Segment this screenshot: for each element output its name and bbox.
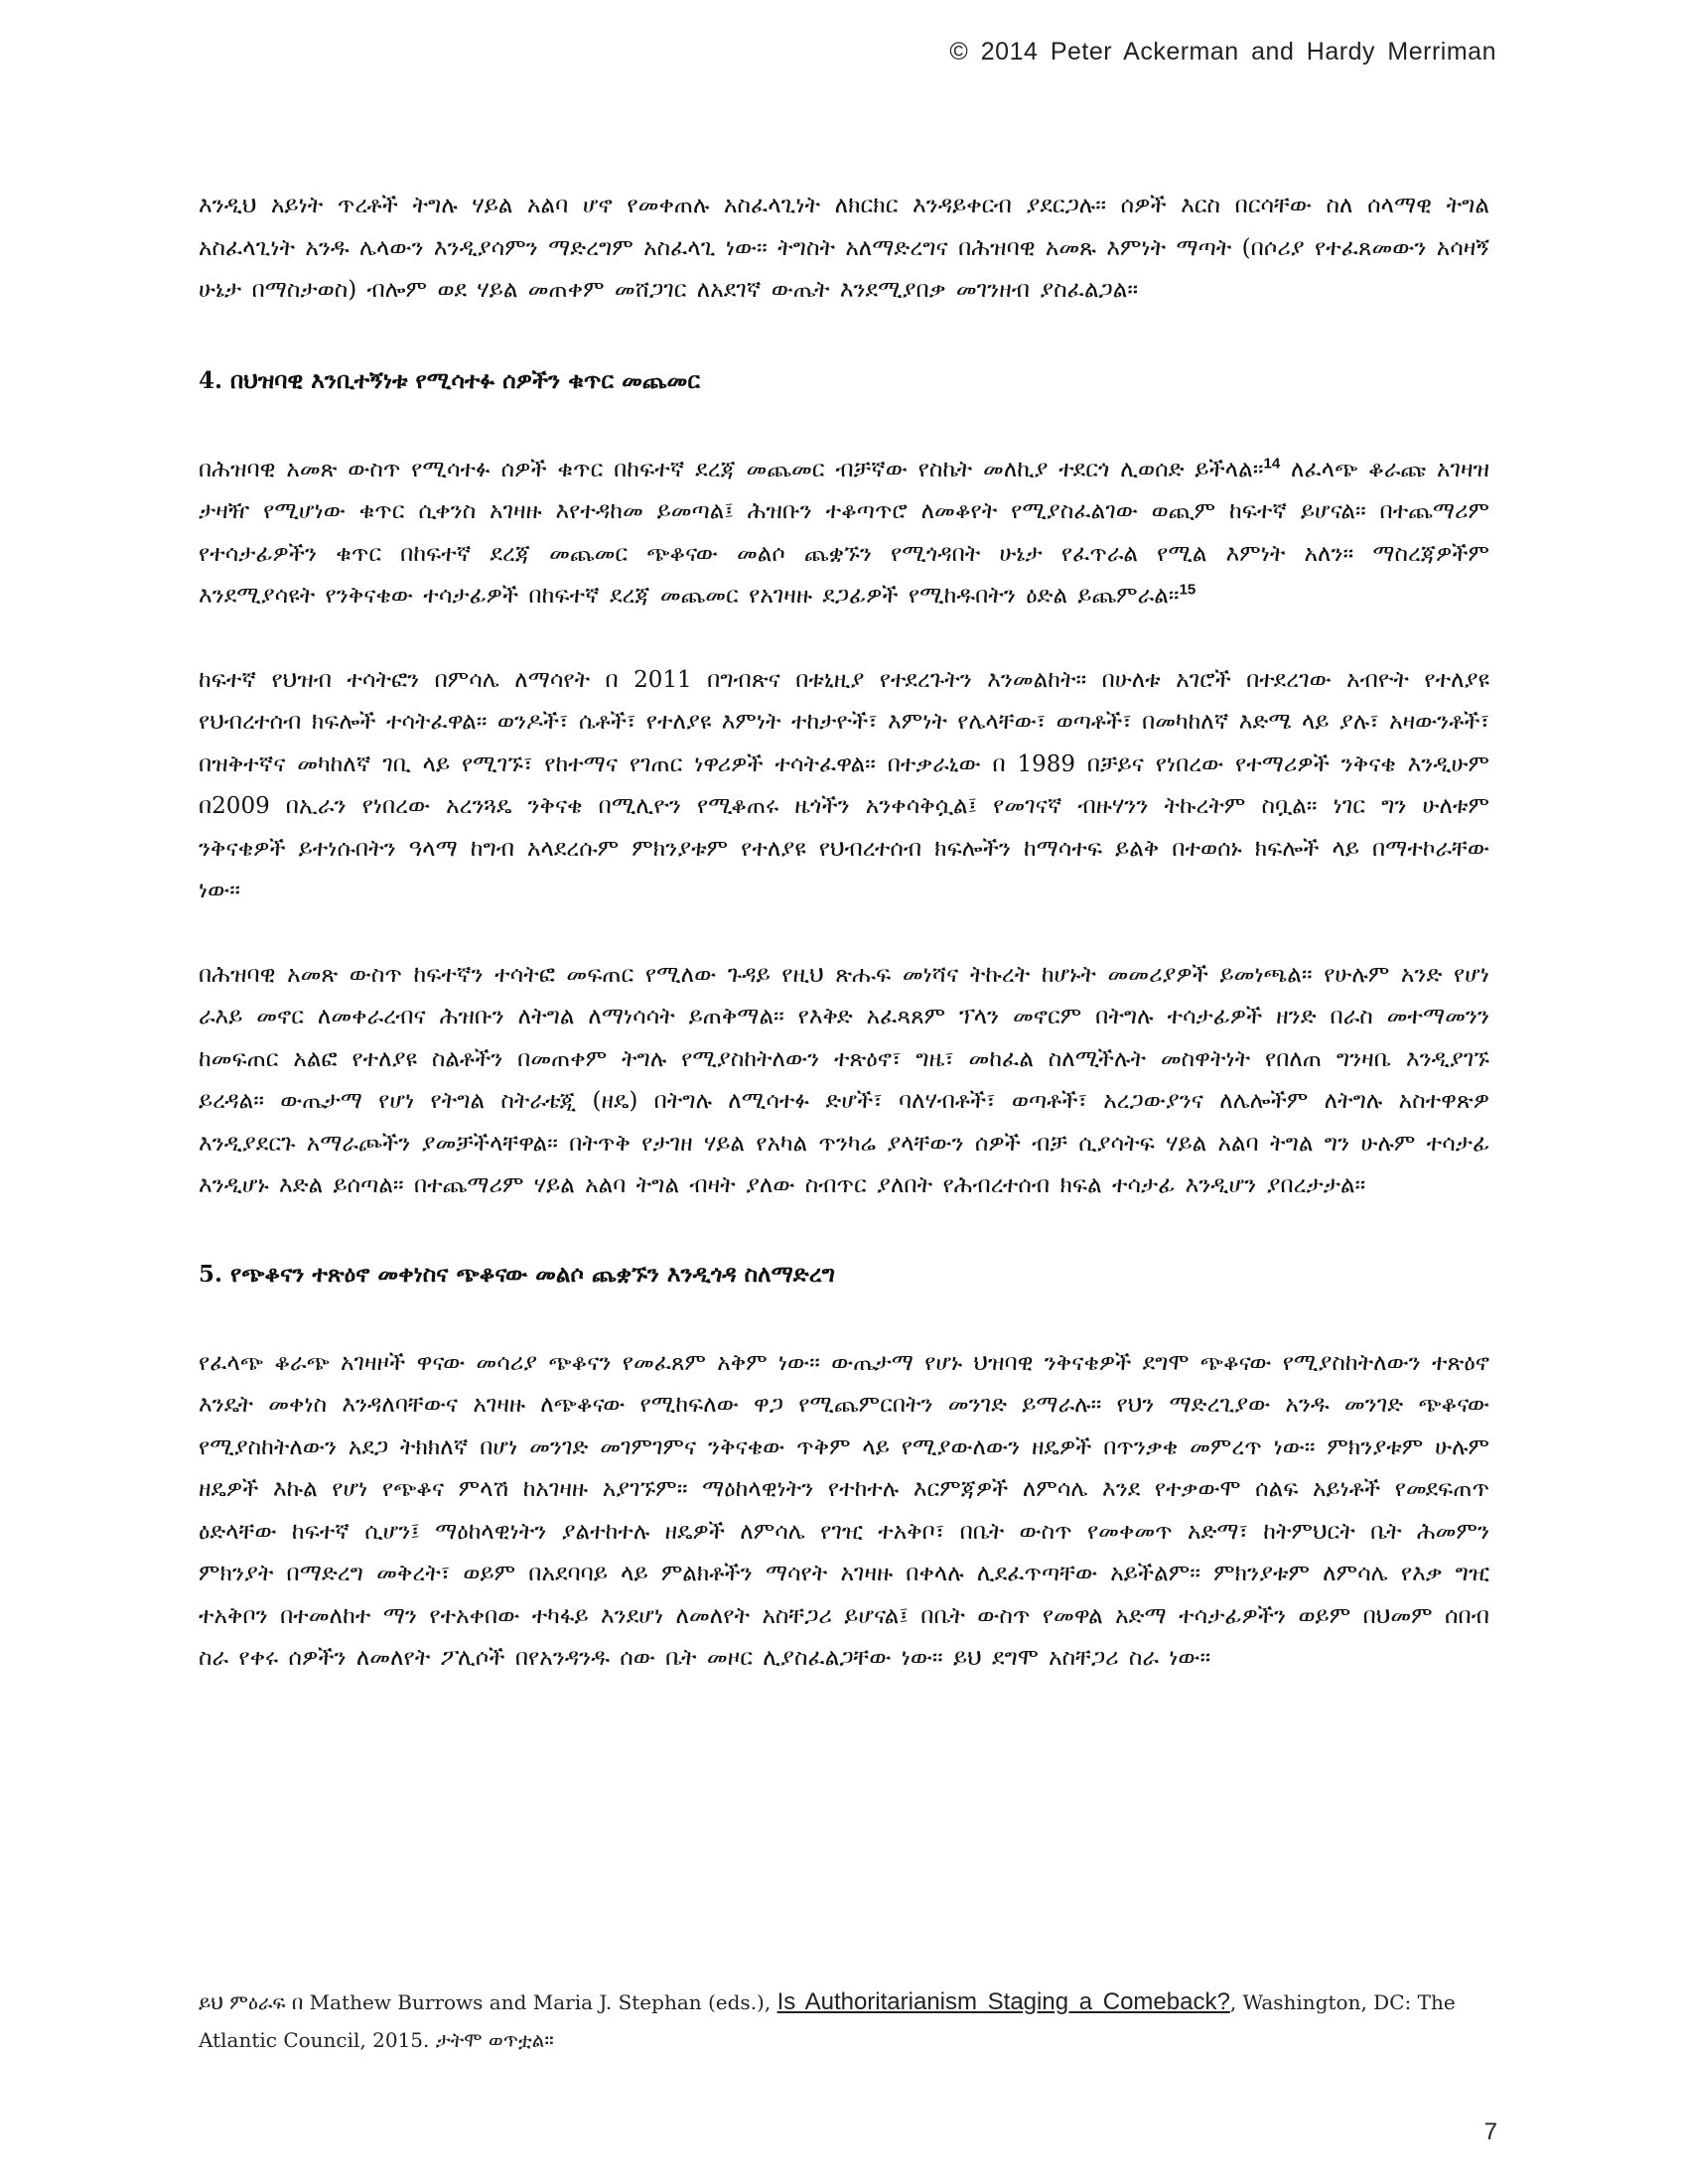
paragraph-intro: እንዲህ አይነት ጥረቶች ትግሉ ሃይል አልባ ሆኖ የመቀጠሉ አስፈላጊነት ለክርክር እንዳይቀርብ ያደርጋሉ። ሰዎች እርስ በርሳቸው ስለ ሰላማዊ ትግል አስፈላጊነት አንዱ ሌላውን እንዲያሳምን ማድረግም አስፈላጊ ነው። ትግስት አለማድረግና በሕዝባዊ አመጹ እምነት ማጣት (በሶሪያ የተፈጸመውን አሳዛኝ ሁኔታ በማስታወስ) ብሎም ወደ ሃይል መጠቀም መሸጋገር ለአደገኛ ውጤት እንደሚያበቃ መገንዘብ ያስፈልጋል። bbox=[199, 193, 1489, 303]
paragraph-repression: የፈላጭ ቆራጭ አገዛዞች ዋናው መሳሪያ ጭቆናን የመፈጸም አቅም ነው። ውጤታማ የሆኑ ህዝባዊ ንቅናቄዎች ደግሞ ጭቆናው የሚያስከትለውን ተጽዕኖ እንዴት መቀነስ እንዳለባቸውና አገዛዙ ለጭቆናው የሚከፍለው ዋጋ የሚጨምርበትን መንገድ ይማራሉ። የህን ማድረጊያው አንዱ መንገድ ጭቆናው የሚያስከትለውን አደጋ ትክክለኛ በሆነ መንገድ መገምገምና ንቅናቄው ጥቅም ላይ የሚያውለውን ዘዴዎች በጥንቃቄ መምረጥ ነው። ምክንያቱም ሁሉም ዘዴዎች እኩል የሆነ የጭቆና ምላሽ ከአገዛዙ አያገኙም። ማዕከላዊነትን የተከተሉ እርምጃዎች ለምሳሌ እንደ የተቃውሞ ሰልፍ አይነቶች የመደፍጠጥ ዕድላቸው ከፍተኛ ሲሆን፤ ማዕከላዊነትን ያልተከተሉ ዘዴዎች ለምሳሌ የገዢ ተአቅቦ፣ በቤት ውስጥ የመቀመጥ አድማ፣ ከትምህርት ቤት ሕመምን ምክንያት በማድረግ መቅረት፣ ወይም በአደባባይ ላይ ምልክቶችን ማሳየት አገዛዙ በቀላሉ ሊደፈጥጣቸው አይችልም። ምክንያቱም ለምሳሌ የእቃ ግዢ ተአቅቦን በተመለከተ ማን የተአቀበው ተካፋይ እንደሆነ ለመለየት አስቸጋሪ ይሆናል፤ በቤት ውስጥ የመዋል አድማ ተሳታፊዎችን ወይም በህመም ሰበብ ስራ የቀሩ ሰዎችን ለመለየት ፖሊሶች በየአንዳንዱ ሰው ቤት መዞር ሊያስፈልጋቸው ነው። ይህ ደግሞ አስቸጋሪ ስራ ነው። bbox=[199, 1349, 1489, 1671]
paragraph-participation bbox=[199, 449, 1489, 617]
section-heading-5: 5. የጭቆናን ተጽዕኖ መቀነስና ጭቆናው መልሶ ጨቋኙን እንዲጎዳ ስለማድረግ bbox=[199, 1260, 835, 1288]
footnote-ref-15: 15 bbox=[1179, 581, 1196, 599]
footnote bbox=[199, 1983, 1509, 2059]
paragraph-participation-text: በሕዝባዊ አመጽ ውስጥ የሚሳተፉ ሰዎች ቁጥር በከፍተኛ ደረጃ መጨመር ብቻኛው የስኬት መለኪያ ተደርጎ ሊወሰድ ይችላል። bbox=[199, 456, 1264, 482]
section-heading-4: 4. በህዝባዊ እንቢተኝነቱ የሚሳተፉ ሰዎችን ቁጥር መጨመር bbox=[199, 366, 701, 394]
page-number: 7 bbox=[1483, 2118, 1497, 2145]
footnote-title-link[interactable]: Is Authoritarianism Staging a Comeback? bbox=[776, 1988, 1230, 2015]
footnote-ref-14: 14 bbox=[1263, 454, 1281, 472]
footnote-tail: , Washington, DC: The Atlantic Council, 2015. ታትሞ ወጥቷል። bbox=[199, 1990, 1456, 2052]
footnote-lead: ይህ ምዕራፍ በ Mathew Burrows and Maria J. Stephan (eds.), bbox=[199, 1990, 777, 2014]
paragraph-participation-text-2: ለፈላጭ ቆራጩ አገዛዝ ታዛዥ የሚሆነው ቁጥር ሲቀንስ አገዛዙ እየተዳከመ ይመጣል፤ ሕዝቡን ተቆጣጥሮ ለመቆየት የሚያስፈልገው ወጪም ከፍተኛ ይሆናል። በተጨማሪም የተሳታፊዎችን ቁጥር በከፍተኛ ደረጃ መጨመር ጭቆናው መልሶ ጨቋኙን የሚጎዳበት ሁኔታ የፈጥራል የሚል እምነት አለን። ማስረጃዎችም እንደሚያሳዩት የንቅናቄው ተሳታፊዎች በከፍተኛ ደረጃ መጨመር የአገዛዙ ደጋፊዎች የሚከዱበትን ዕድል ይጨምራል። bbox=[199, 456, 1489, 609]
paragraph-examples: ከፍተኛ የህዝብ ተሳትፎን በምሳሌ ለማሳየት በ 2011 በግብጽና በቱኒዚያ የተደረጉትን እንመልከት። በሁለቱ አገሮች በተደረገው አብዮት የተለያዩ የህብረተሰብ ክፍሎች ተሳትፈዋል። ወንዶች፣ ሴቶች፣ የተለያዩ እምነት ተከታዮች፣ እምነት የሌላቸው፣ ወጣቶች፣ በመካከለኛ እድሜ ላይ ያሉ፣ አዛውንቶች፣ በዝቅተኛና መካከለኛ ገቢ ላይ የሚገኙ፣ የከተማና የገጠር ነዋሪዎች ተሳትፈዋል። በተቃራኒው በ 1989 በቻይና የነበረው የተማሪዎች ንቅናቄ እንዲሁም በ2009 በኢራን የነበረው አረንጓዴ ንቅናቄ በሚሊዮን የሚቆጠሩ ዜጎችን አንቀሳቅሷል፤ የመገናኛ ብዙሃንን ትኩረትም ስቧል። ነገር ግን ሁለቱም ንቅናቄዎች ይተነሱበትን ዓላማ ከግብ አላደረሱም ምክንያቱም የተለያዩ የህብረተሰብ ክፍሎችን ከማሳተፍ ይልቅ በተወሰኑ ክፍሎች ላይ በማተኮራቸው ነው። bbox=[199, 666, 1489, 903]
paragraph-broad-participation: በሕዝባዊ አመጽ ውስጥ ከፍተኛን ተሳትፎ መፍጠር የሚለው ጉዳይ የዚህ ጽሑፍ መነሻና ትኩረት ከሆኑት መመሪያዎች ይመነጫል። የሁሉም አንድ የሆነ ራእይ መኖር ለመቀራረብና ሕዝቡን ለትግል ለማነሳሳት ይጠቅማል። የእቅድ አፈጻጸም ፕላን መኖርም በትግሉ ተሳታፊዎች ዘንድ በራስ መተማመንን ከመፍጠር አልፎ የተለያዩ ስልቶችን በመጠቀም ትግሉ የሚያስከትለውን ተጽዕኖ፣ ግዜ፣ መከፈል ስለሚችሉት መስዋትነት የበለጠ ግንዛቤ እንዲያገኙ ይረዳል። ውጤታማ የሆነ የትግል ስትራቴጂ (ዘዴ) በትግሉ ለሚሳተፉ ድሆች፣ ባለሃብቶች፣ ወጣቶች፣ አረጋውያንና ለሌሎችም ለትግሉ አስተዋጽዎ እንዲያደርጉ አማራጮችን ያመቻችላቸዋል። በትጥቅ የታገዘ ሃይል የአካል ጥንካሬ ያላቸውን ሰዎች ብቻ ሲያሳትፍ ሃይል አልባ ትግል ግን ሁሉም ተሳታፊ እንዲሆኑ እድል ይሰጣል። በተጨማሪም ሃይል አልባ ትግል ብዛት ያለው ስብጥር ያለበት የሕብረተሰብ ክፍል ተሳታፊ እንዲሆን ያበረታታል። bbox=[199, 961, 1489, 1198]
copyright-header: © 2014 Peter Ackerman and Hardy Merriman bbox=[949, 38, 1496, 66]
document-body bbox=[199, 185, 1489, 1680]
